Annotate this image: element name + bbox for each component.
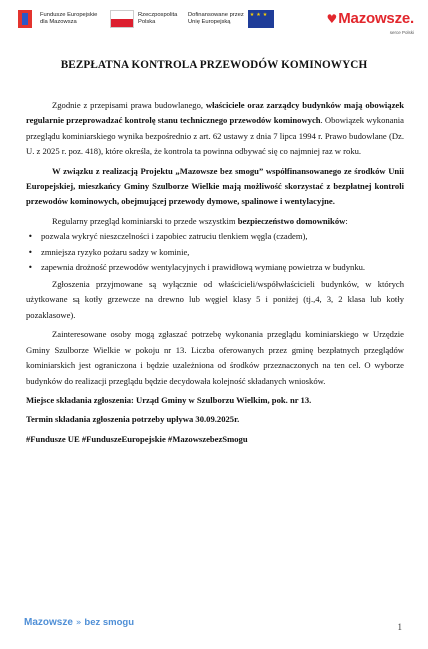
paragraph-safety: Regularny przegląd kominiarski to przede wszystkim bezpieczeństwo domowników: bbox=[52, 215, 348, 226]
pl-logo bbox=[110, 10, 177, 28]
paragraph-legal: Zgodnie z przepisami prawa budowlanego, właściciele oraz zarządcy budynków mają obowiązek regularnie przeprowadzać kontrolę stanu technicznego przewodów kominowych. Obowiązek wykonania przeglądu kominiarskiego wynika bezpośrednio z art. 62 ustawy z dnia 7 lipca 1994 r. Prawo budowlane (Dz. U. z 2025 r. poz. 418), które określa, że kontrola ta powinna odbywać się co najmniej raz w roku. bbox=[26, 100, 404, 157]
double-chevron-right-icon: » bbox=[75, 617, 82, 628]
footer-logo bbox=[24, 617, 134, 628]
fe-logo bbox=[18, 10, 97, 28]
footer-brand: Mazowsze bbox=[24, 617, 73, 628]
paragraph-eligibility: Zgłoszenia przyjmowane są wyłącznie od właścicieli/współwłaścicieli budynków, w których użytkowane są kotły grzewcze na drewno lub węgiel klasy 5 i poniżej (tj.,4, 3, 2 klasa lub kotły pozaklasowe). bbox=[26, 279, 404, 320]
document-title: BEZPŁATNA KONTROLA PRZEWODÓW KOMINOWYCH bbox=[60, 59, 368, 71]
fe-logo-line1: Fundusze Europejskie bbox=[40, 12, 98, 19]
document-body bbox=[26, 98, 404, 451]
list-item: • pozwala wykryć nieszczelności i zapobiec zatruciu tlenkiem węgla (czadem), bbox=[26, 229, 404, 244]
pl-logo-line1: Rzeczpospolita bbox=[138, 12, 178, 19]
paragraph-project: W związku z realizacją Projektu „Mazowsze bez smogu” współfinansowanego ze środków Unii Europejskiej, mieszkańcy Gminy Szulborze Wielkie mają możliwość skorzystać z bezpłatnej kontroli przewodów kominowych, obejmującej przewody dymowe, spalinowe i wentylacyjne. bbox=[26, 165, 404, 207]
header-logos bbox=[18, 10, 414, 44]
application-place: Miejsce składania zgłoszenia: Urząd Gminy w Szulborzu Wielkim, pok. nr 13. bbox=[26, 394, 312, 405]
pl-logo-line2: Polska bbox=[138, 19, 156, 25]
mazowsze-brand: Mazowsze. bbox=[338, 10, 414, 27]
list-item: • zmniejsza ryzyko pożaru sadzy w kominie, bbox=[26, 245, 404, 260]
application-deadline: Termin składania zgłoszenia potrzeby upływa 30.09.2025r. bbox=[26, 414, 240, 425]
mazowsze-slogan: serce Polski bbox=[389, 30, 414, 35]
benefits-list bbox=[26, 229, 404, 273]
list-item: • zapewnia drożność przewodów wentylacyjnych i prawidłową wymianę powietrza w budynku. bbox=[26, 262, 404, 273]
polish-flag-icon bbox=[110, 10, 134, 28]
fe-logo-icon bbox=[18, 10, 32, 28]
hashtags: #Fundusze UE #FunduszeEuropejskie #MazowszebezSmogu bbox=[26, 433, 248, 444]
eu-flag-icon bbox=[248, 10, 274, 28]
eu-logo-line1: Dofinansowane przez bbox=[188, 12, 244, 19]
mazowsze-logo bbox=[327, 10, 415, 27]
fe-logo-line2: dla Mazowsza bbox=[40, 19, 77, 25]
paragraph-application: Zainteresowane osoby mogą zgłaszać potrzebę wykonania przeglądu kominiarskiego w Urzędzie Gminy Szulborze Wielkie w pokoju nr 13. Liczba oferowanych przez gminę bezpłatnych przeglądów kominiarskich jest ograniczona i będzie uzależniona od środków przeznaczonych na ten cel. O wyborze budynków do realizacji przeglądu będzie decydowała kolejność składanych wniosków. bbox=[26, 329, 404, 386]
footer-project: bez smogu bbox=[84, 617, 135, 628]
page-number: 1 bbox=[397, 622, 402, 632]
eu-logo bbox=[188, 10, 274, 28]
eu-logo-line2: Unię Europejską bbox=[188, 19, 231, 25]
heart-icon: ♥ bbox=[326, 11, 338, 26]
